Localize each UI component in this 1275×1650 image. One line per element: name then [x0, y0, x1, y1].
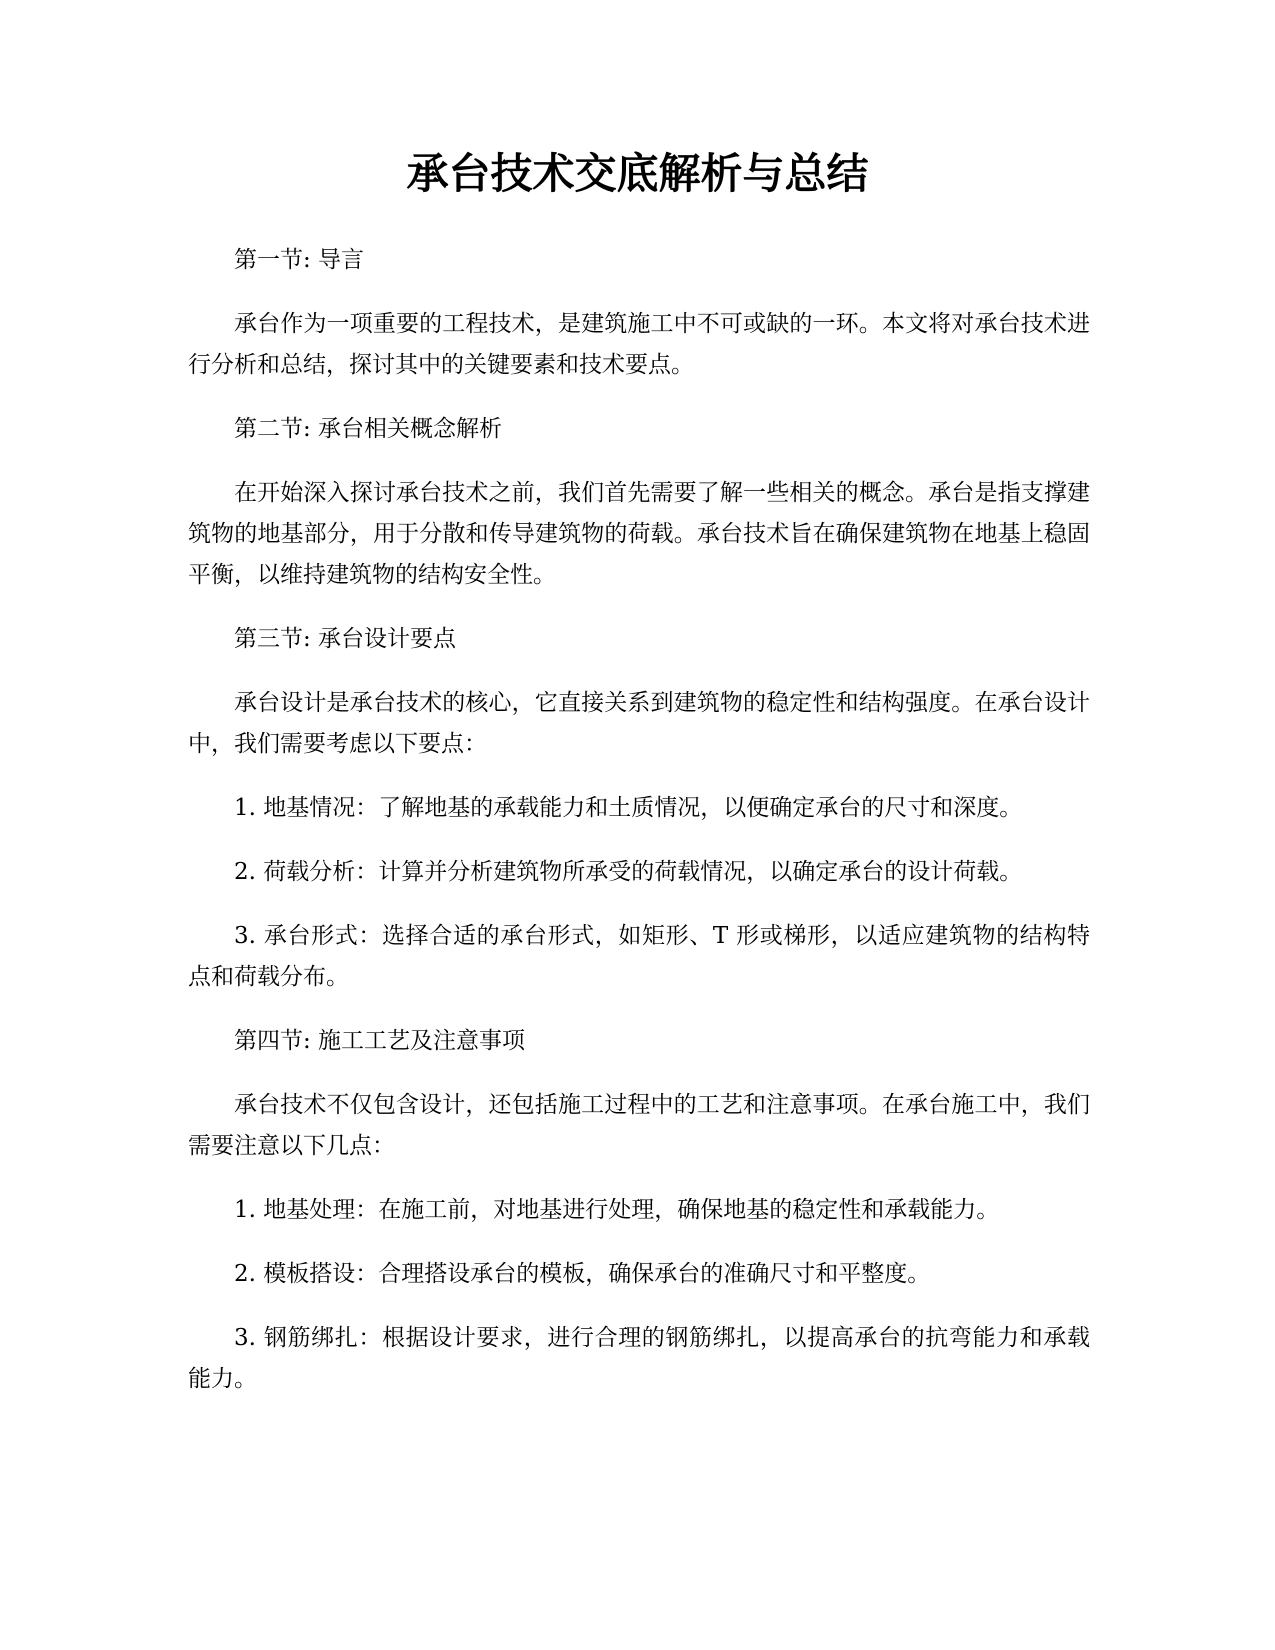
section-heading-2: 第二节: 承台相关概念解析: [234, 416, 503, 442]
list-item: 3. 承台形式：选择合适的承台形式，如矩形、T 形或梯形，以适应建筑物的结构特点和荷载分布。: [188, 923, 1090, 990]
list-item: 2. 荷载分析：计算并分析建筑物所承受的荷载情况，以确定承台的设计荷载。: [234, 859, 1023, 885]
paragraph: 承台设计是承台技术的核心，它直接关系到建筑物的稳定性和结构强度。在承台设计中，我们需要考虑以下要点：: [188, 690, 1090, 757]
paragraph: 承台作为一项重要的工程技术，是建筑施工中不可或缺的一环。本文将对承台技术进行分析和总结，探讨其中的关键要素和技术要点。: [188, 311, 1090, 378]
list-item: 1. 地基情况：了解地基的承载能力和土质情况，以便确定承台的尺寸和深度。: [234, 795, 1023, 821]
paragraph: 在开始深入探讨承台技术之前，我们首先需要了解一些相关的概念。承台是指支撑建筑物的地基部分，用于分散和传导建筑物的荷载。承台技术旨在确保建筑物在地基上稳固平衡，以维持建筑物的结构安全性。: [188, 480, 1090, 588]
document-title: 承台技术交底解析与总结: [406, 149, 869, 198]
section-heading-3: 第三节: 承台设计要点: [234, 626, 457, 652]
document-body: [188, 240, 1090, 1423]
section-heading-4: 第四节: 施工工艺及注意事项: [234, 1028, 526, 1054]
paragraph: 承台技术不仅包含设计，还包括施工过程中的工艺和注意事项。在承台施工中，我们需要注意以下几点：: [188, 1092, 1090, 1159]
list-item: 3. 钢筋绑扎：根据设计要求，进行合理的钢筋绑扎，以提高承台的抗弯能力和承载能力。: [188, 1325, 1090, 1392]
list-item: 2. 模板搭设：合理搭设承台的模板，确保承台的准确尺寸和平整度。: [234, 1261, 931, 1287]
section-heading-1: 第一节: 导言: [234, 247, 365, 273]
list-item: 1. 地基处理：在施工前，对地基进行处理，确保地基的稳定性和承载能力。: [234, 1197, 1000, 1223]
